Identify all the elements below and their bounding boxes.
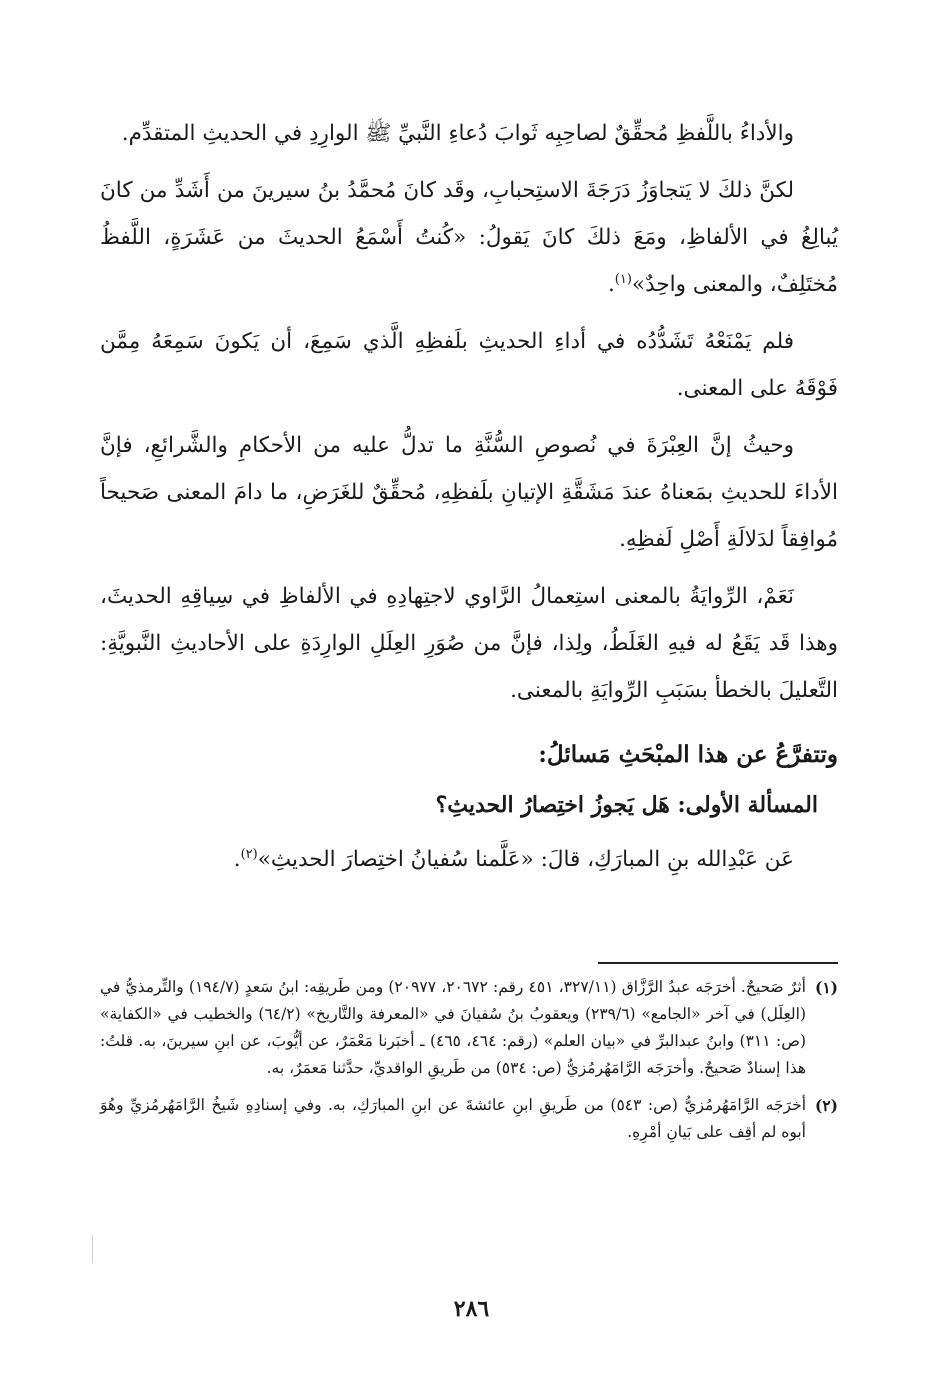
footnote-divider [598, 962, 838, 964]
page-number: ٢٨٦ [453, 1296, 490, 1322]
footnote-1 [100, 974, 838, 1082]
paragraph-4-text: وحيثُ إنَّ العِبْرَةَ في نُصوصِ السُّنَّةِ ما تدلُّ عليه من الأحكامِ والشَّرائعِ، فإنَّ الأداءَ للحديثِ بمَعناهُ عندَ مَشَقَّةِ الإتيانِ بلَفظِهِ، مُحقِّقٌ للغَرَضِ، ما دامَ المعنى صَحيحاً مُوافِقاً لدَلالَةِ أَصْلِ لَفظِهِ. [100, 433, 838, 552]
footnote-2 [100, 1092, 838, 1146]
paragraph-4 [100, 422, 838, 563]
paragraph-5 [100, 573, 838, 714]
paragraph-1 [100, 110, 838, 157]
paragraph-1-text: والأداءُ باللَّفظِ مُحقِّقٌ لصاحِبِه ثَوابَ دُعاءِ النَّبيِّ ﷺ الوارِدِ في الحديثِ المتقدِّم. [121, 121, 794, 146]
section-heading: وتتفرَّعُ عن هذا المبْحَثِ مَسائلُ: [538, 741, 838, 768]
paragraph-2-text: لكنَّ ذلكَ لا يَتجاوَزُ دَرَجَةَ الاستِحبابِ، وقَد كانَ مُحمَّدُ بنُ سيرينَ من أَشَدِّ من كانَ يُبالِغُ في الألفاظِ، ومَعَ ذلكَ كانَ يَقولُ: «كُنتُ أَسْمَعُ الحديثَ من عَشَرَةٍ، اللَّفظُ مُختَلِفٌ، والمعنى واحِدٌ» [100, 178, 838, 297]
footnote-2-text: أخرَجَه الرَّامَهُرمُزيُّ (ص: ٥٤٣) من طَريقِ ابنِ عائشةَ عن ابنِ المبارَكِ، به. وفي إسنادِهِ شَيخُ الرَّامَهُرمُزيِّ وهُوَ أبوه لم أقِف على بَيانِ أمْرِهِ. [100, 1096, 806, 1141]
footnote-ref-1[interactable]: (١) [614, 271, 632, 287]
footnote-1-text: أثرٌ صَحيحٌ. أخرَجَه عبدُ الرَّزَّاق (٣٢٧/١١، ٤٥١ رقم: ٢٠٦٧٢، ٢٠٩٧٧) ومن طَريقِه: ابنُ سَعدٍ (١٩٤/٧) والتِّرمذيُّ في (العِلَل) في آخر «الجامع» (٢٣٩/٦) ويعقوبُ بنُ سُفيانَ في «المعرفة والتَّاريخ» (٦٤/٢) والخطيب في «الكفاية» (ص: ٣١١) وابنُ عبدالبرِّ في «بيان العلم» (رقم: ٤٦٤، ٤٦٥) ـ أخبَرنا مَعْمَرٌ، عن أيُّوبَ، عن ابنِ سيرينَ، به. قلتُ: هذا إسنادٌ صَحيحٌ. وأخرَجَه الرَّامَهُرمُزيُّ (ص: ٥٣٤) من طَريقِ الواقديِّ، حدَّثنا مَعمَرٌ، به. [100, 978, 807, 1077]
footnote-1-number: (١) [814, 978, 838, 997]
paragraph-3-text: فلم يَمْنَعْهُ تَشَدُّدُه في أداءِ الحديثِ بلَفظِهِ الَّذي سَمِعَ، أن يَكونَ سَمِعَهُ مِمَّن فَوْقَهُ على المعنى. [100, 329, 838, 401]
quote-text: عَن عَبْدِالله بنِ المبارَكِ، قالَ: «عَلَّمنا سُفيانُ اختِصارَ الحديثِ» [257, 847, 794, 872]
paragraph-5-text: نَعَمْ، الرِّوايَةُ بالمعنى استِعمالُ الرَّاوي لاجتِهادِهِ في الألفاظِ في سِياقِهِ الحديثَ، وهذا قَد يَقَعُ له فيهِ الغَلَطُ، ولِذا، فإنَّ من صُوَرِ العِلَلِ الوارِدَةِ على الأحاديثِ النَّبويَّةِ: التَّعليلَ بالخطأ بسَبَبِ الرِّوايَةِ بالمعنى. [100, 584, 838, 703]
paragraph-2: لكنَّ ذلكَ لا يَتجاوَزُ دَرَجَةَ الاستِحبابِ، وقَد كانَ مُحمَّدُ بنُ سيرينَ من أَشَدِّ من كانَ يُبالِغُ في الألفاظِ، ومَعَ ذلكَ كانَ يَقولُ: «كُنتُ أَسْمَعُ الحديثَ من عَشَرَةٍ، اللَّفظُ مُختَلِفٌ، والمعنى واحِدٌ»$^{(١)}$. [100, 178, 838, 297]
footnote-ref-2[interactable]: (٢) [240, 846, 258, 862]
margin-mark [92, 1235, 93, 1263]
footnotes-section [100, 974, 838, 1156]
page-body [100, 110, 838, 901]
subsection-heading: المسألة الأولى: هَل يَجوزُ اختِصارُ الحديثِ؟ [435, 792, 818, 818]
paragraph-3 [100, 318, 838, 412]
quote-paragraph: عَن عَبْدِالله بنِ المبارَكِ، قالَ: «عَلَّمنا سُفيانُ اختِصارَ الحديثِ»$^{(٢)}$. [233, 846, 794, 872]
footnote-2-number: (٢) [814, 1096, 838, 1115]
